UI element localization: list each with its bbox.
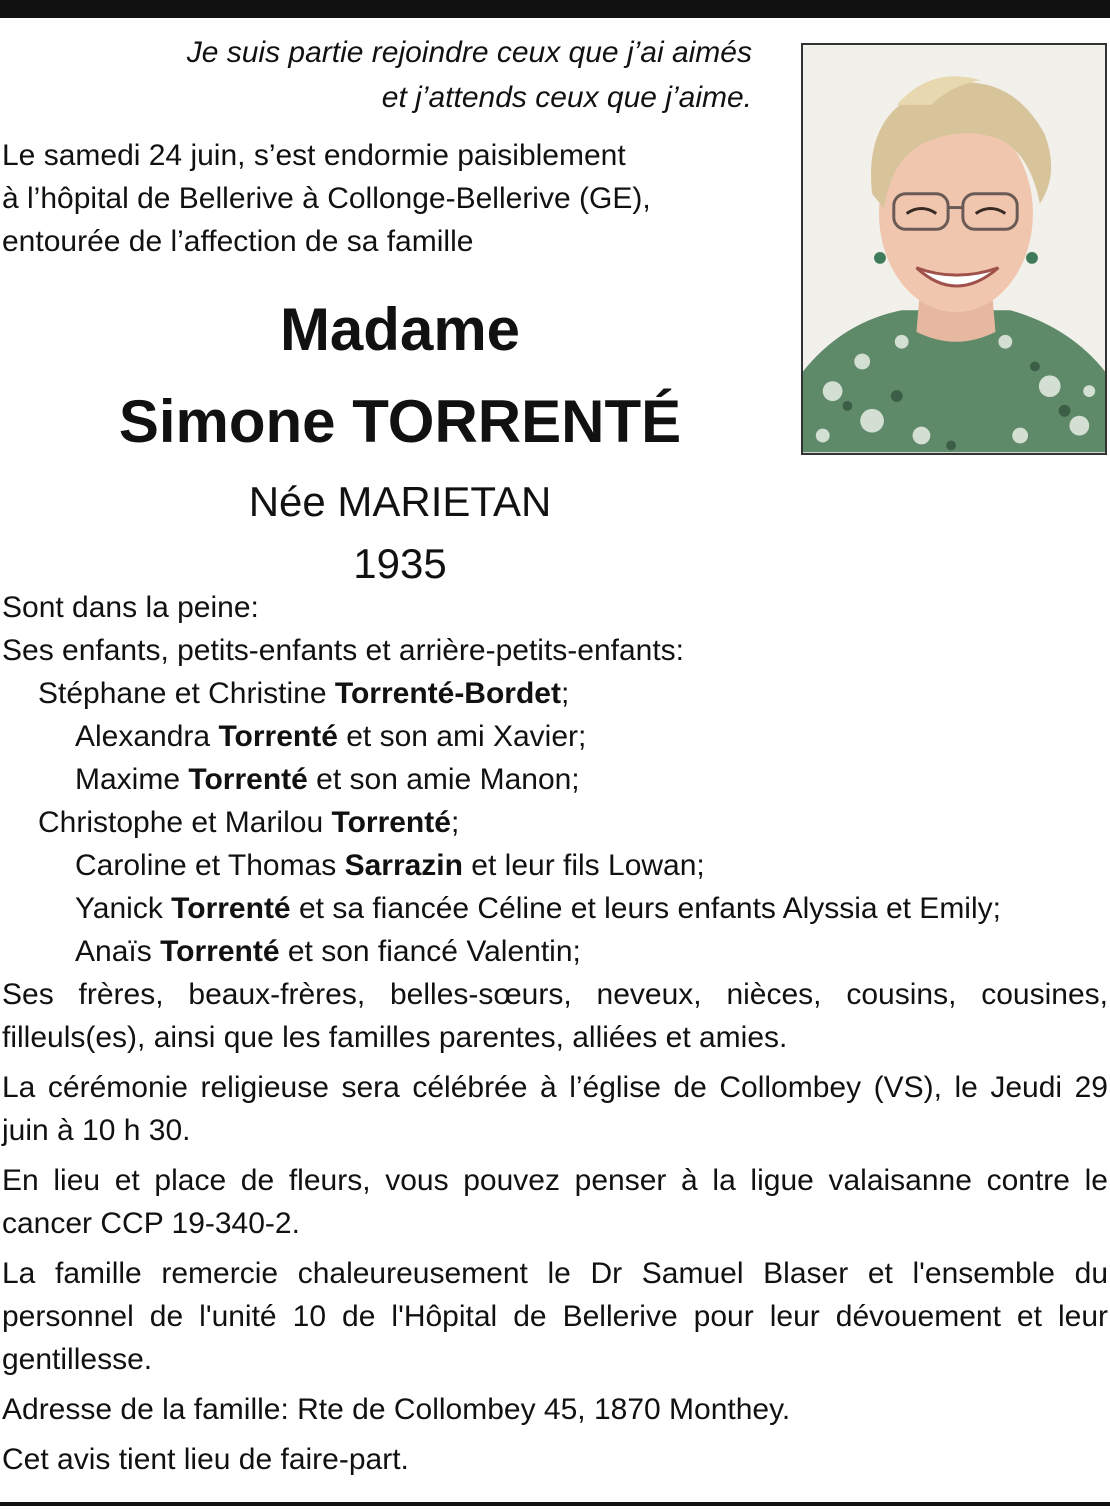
epigraph xyxy=(0,30,752,120)
bottom-rule xyxy=(0,1502,1110,1506)
intro-line-3: entourée de l’affection de sa famille xyxy=(2,225,474,258)
epigraph-line-1: Je suis partie rejoindre ceux que j’ai aimés xyxy=(186,36,752,69)
notice-line: Cet avis tient lieu de faire-part. xyxy=(2,1443,409,1476)
birth-year: 1935 xyxy=(353,540,447,587)
deceased-name: Simone TORRENTÉ xyxy=(118,388,682,455)
mourner-entry: Stéphane et Christine Torrenté-Bordet; xyxy=(38,677,570,710)
mourner-entry: Caroline et Thomas Sarrazin et leur fils Lowan; xyxy=(75,849,705,882)
donations-paragraph: En lieu et place de fleurs, vous pouvez penser à la ligue valaisanne contre le cancer CCP 19-340-2. xyxy=(2,1164,1108,1240)
mourner-entry: Yanick Torrenté et sa fiancée Céline et leurs enfants Alyssia et Emily; xyxy=(75,892,1001,925)
ceremony-paragraph: La cérémonie religieuse sera célébrée à l’église de Collombey (VS), le Jeudi 29 juin à 10 h 30. xyxy=(2,1071,1108,1147)
intro-line-2: à l’hôpital de Bellerive à Collonge-Bellerive (GE), xyxy=(2,182,651,215)
thanks-paragraph: La famille remercie chaleureusement le Dr Samuel Blaser et l'ensemble du personnel de l'unité 10 de l'Hôpital de Bellerive pour leur dévouement et leur gentillesse. xyxy=(2,1257,1108,1376)
mourner-entry: Anaïs Torrenté et son fiancé Valentin; xyxy=(75,935,581,968)
intro xyxy=(2,134,762,263)
top-rule xyxy=(0,0,1110,18)
mourner-entry: Alexandra Torrenté et son ami Xavier; xyxy=(75,720,587,753)
extended-family-paragraph: Ses frères, beaux-frères, belles-sœurs, neveux, nièces, cousins, cousines, filleuls(es), ainsi que les familles parentes, alliées et amies. xyxy=(2,978,1108,1054)
mourner-entry: Christophe et Marilou Torrenté; xyxy=(38,806,460,839)
mourners-subheading: Ses enfants, petits-enfants et arrière-petits-enfants: xyxy=(2,634,685,667)
honorific: Madame xyxy=(279,296,521,363)
maiden-name: Née MARIETAN xyxy=(248,478,552,525)
mourner-entry: Maxime Torrenté et son amie Manon; xyxy=(75,763,580,796)
family-address: Adresse de la famille: Rte de Collombey 45, 1870 Monthey. xyxy=(2,1393,791,1426)
obituary-body xyxy=(2,586,1108,1481)
epigraph-line-2: et j’attends ceux que j’aime. xyxy=(381,81,752,114)
deceased-name-block xyxy=(0,284,800,596)
intro-line-1: Le samedi 24 juin, s’est endormie paisiblement xyxy=(2,139,626,172)
mourners-heading: Sont dans la peine: xyxy=(2,591,259,624)
portrait-photo xyxy=(801,43,1107,455)
